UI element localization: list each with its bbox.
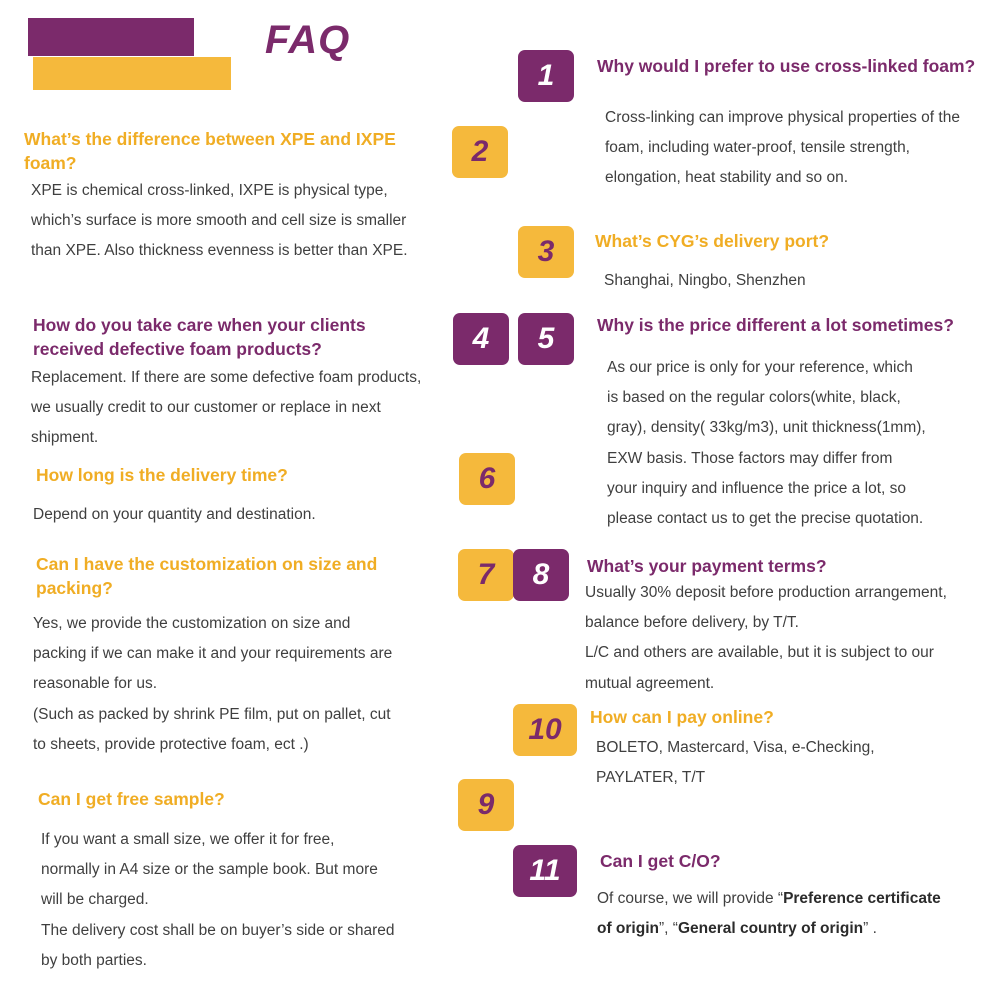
- faq-question-8: What’s your payment terms?: [587, 556, 827, 576]
- faq-question-9: Can I get free sample?: [38, 789, 225, 809]
- faq-answer-5-line-6: please contact us to get the precise quotation.: [607, 510, 924, 528]
- faq-answer-6: Depend on your quantity and destination.: [33, 506, 316, 523]
- faq-answer-8: [585, 578, 995, 699]
- faq-answer-7-line-5: to sheets, provide protective foam, ect .): [33, 735, 309, 753]
- faq-answer-11-suffix: ” .: [863, 920, 877, 938]
- faq-question-3: What’s CYG’s delivery port?: [595, 231, 830, 251]
- faq-badge-2: 2: [452, 126, 508, 178]
- faq-question-6: How long is the delivery time?: [36, 465, 288, 485]
- faq-badge-11: 11: [513, 845, 577, 897]
- faq-answer-7-line-2: packing if we can make it and your requirements are: [33, 645, 393, 663]
- faq-answer-9-line-5: by both parties.: [41, 951, 147, 969]
- faq-answer-4: Replacement. If there are some defective foam products, we usually credit to our customer or replace in next shipment.: [31, 369, 422, 447]
- faq-answer-3: Shanghai, Ningbo, Shenzhen: [604, 272, 806, 289]
- faq-answer-5-line-4: EXW basis. Those factors may differ from: [607, 449, 893, 467]
- faq-answer-11-bold-1b: of origin: [597, 920, 659, 938]
- logo-yellow-block: [33, 57, 231, 90]
- faq-question-4: How do you take care when your clients received defective foam products?: [33, 315, 366, 359]
- faq-answer-9-line-2: normally in A4 size or the sample book. But more: [41, 861, 378, 879]
- faq-answer-11-line-2: [597, 914, 997, 944]
- faq-answer-10-line-2: PAYLATER, T/T: [596, 769, 706, 787]
- faq-answer-11-line-1: [597, 884, 997, 914]
- faq-badge-6: 6: [459, 453, 515, 505]
- faq-answer-10: [596, 733, 986, 793]
- faq-answer-1: Cross-linking can improve physical properties of the foam, including water-proof, tensile strength, elongation, heat stability and so on.: [605, 109, 960, 187]
- faq-answer-9: [41, 825, 461, 976]
- faq-badge-1: 1: [518, 50, 574, 102]
- faq-answer-7-line-3: reasonable for us.: [33, 675, 158, 693]
- faq-question-10: How can I pay online?: [590, 707, 774, 727]
- faq-question-5: Why is the price different a lot sometimes?: [597, 315, 954, 335]
- faq-answer-9-line-1: If you want a small size, we offer it for free,: [41, 831, 335, 848]
- faq-answer-5-line-1: As our price is only for your reference, which: [607, 359, 913, 376]
- faq-answer-5-line-3: gray), density( 33kg/m3), unit thickness(1mm),: [607, 419, 926, 437]
- faq-answer-11-bold-1: Preference certificate: [783, 890, 941, 907]
- faq-answer-11-bold-2: General country of origin: [677, 920, 864, 938]
- faq-answer-11-mid: ”, “: [659, 920, 678, 938]
- faq-answer-2: XPE is chemical cross-linked, IXPE is physical type, which’s surface is more smooth and cell size is smaller than XPE. Also thickness evenness is better than XPE.: [31, 182, 408, 260]
- faq-question-2: What’s the difference between XPE and IXPE foam?: [24, 129, 396, 173]
- faq-answer-8-line-4: mutual agreement.: [585, 674, 715, 692]
- page-title: FAQ: [265, 18, 351, 62]
- faq-question-11: Can I get C/O?: [600, 851, 721, 871]
- faq-question-1: Why would I prefer to use cross-linked foam?: [597, 56, 976, 76]
- faq-badge-8: 8: [513, 549, 569, 601]
- faq-answer-10-line-1: BOLETO, Mastercard, Visa, e-Checking,: [596, 739, 875, 756]
- faq-answer-7-line-1: Yes, we provide the customization on size and: [33, 615, 351, 632]
- faq-answer-9-line-3: will be charged.: [41, 891, 149, 909]
- faq-badge-3: 3: [518, 226, 574, 278]
- faq-badge-7: 7: [458, 549, 514, 601]
- faq-answer-9-line-4: The delivery cost shall be on buyer’s side or shared: [41, 921, 395, 939]
- faq-answer-7-line-4: (Such as packed by shrink PE film, put on pallet, cut: [33, 705, 391, 723]
- logo-purple-block: [28, 18, 194, 56]
- faq-badge-10: 10: [513, 704, 577, 756]
- faq-answer-5-line-5: your inquiry and influence the price a lot, so: [607, 479, 906, 497]
- faq-answer-7: [33, 609, 453, 760]
- faq-badge-9: 9: [458, 779, 514, 831]
- faq-answer-11: [597, 884, 997, 944]
- faq-answer-8-line-2: balance before delivery, by T/T.: [585, 614, 799, 632]
- faq-question-7: Can I have the customization on size and packing?: [36, 554, 378, 598]
- faq-badge-5: 5: [518, 313, 574, 365]
- faq-answer-11-prefix: Of course, we will provide “: [597, 890, 784, 907]
- faq-answer-8-line-1: Usually 30% deposit before production arrangement,: [585, 584, 947, 601]
- faq-badge-4: 4: [453, 313, 509, 365]
- faq-answer-8-line-3: L/C and others are available, but it is subject to our: [585, 644, 934, 662]
- faq-answer-5-line-2: is based on the regular colors(white, black,: [607, 389, 901, 407]
- faq-answer-5: [607, 353, 1000, 534]
